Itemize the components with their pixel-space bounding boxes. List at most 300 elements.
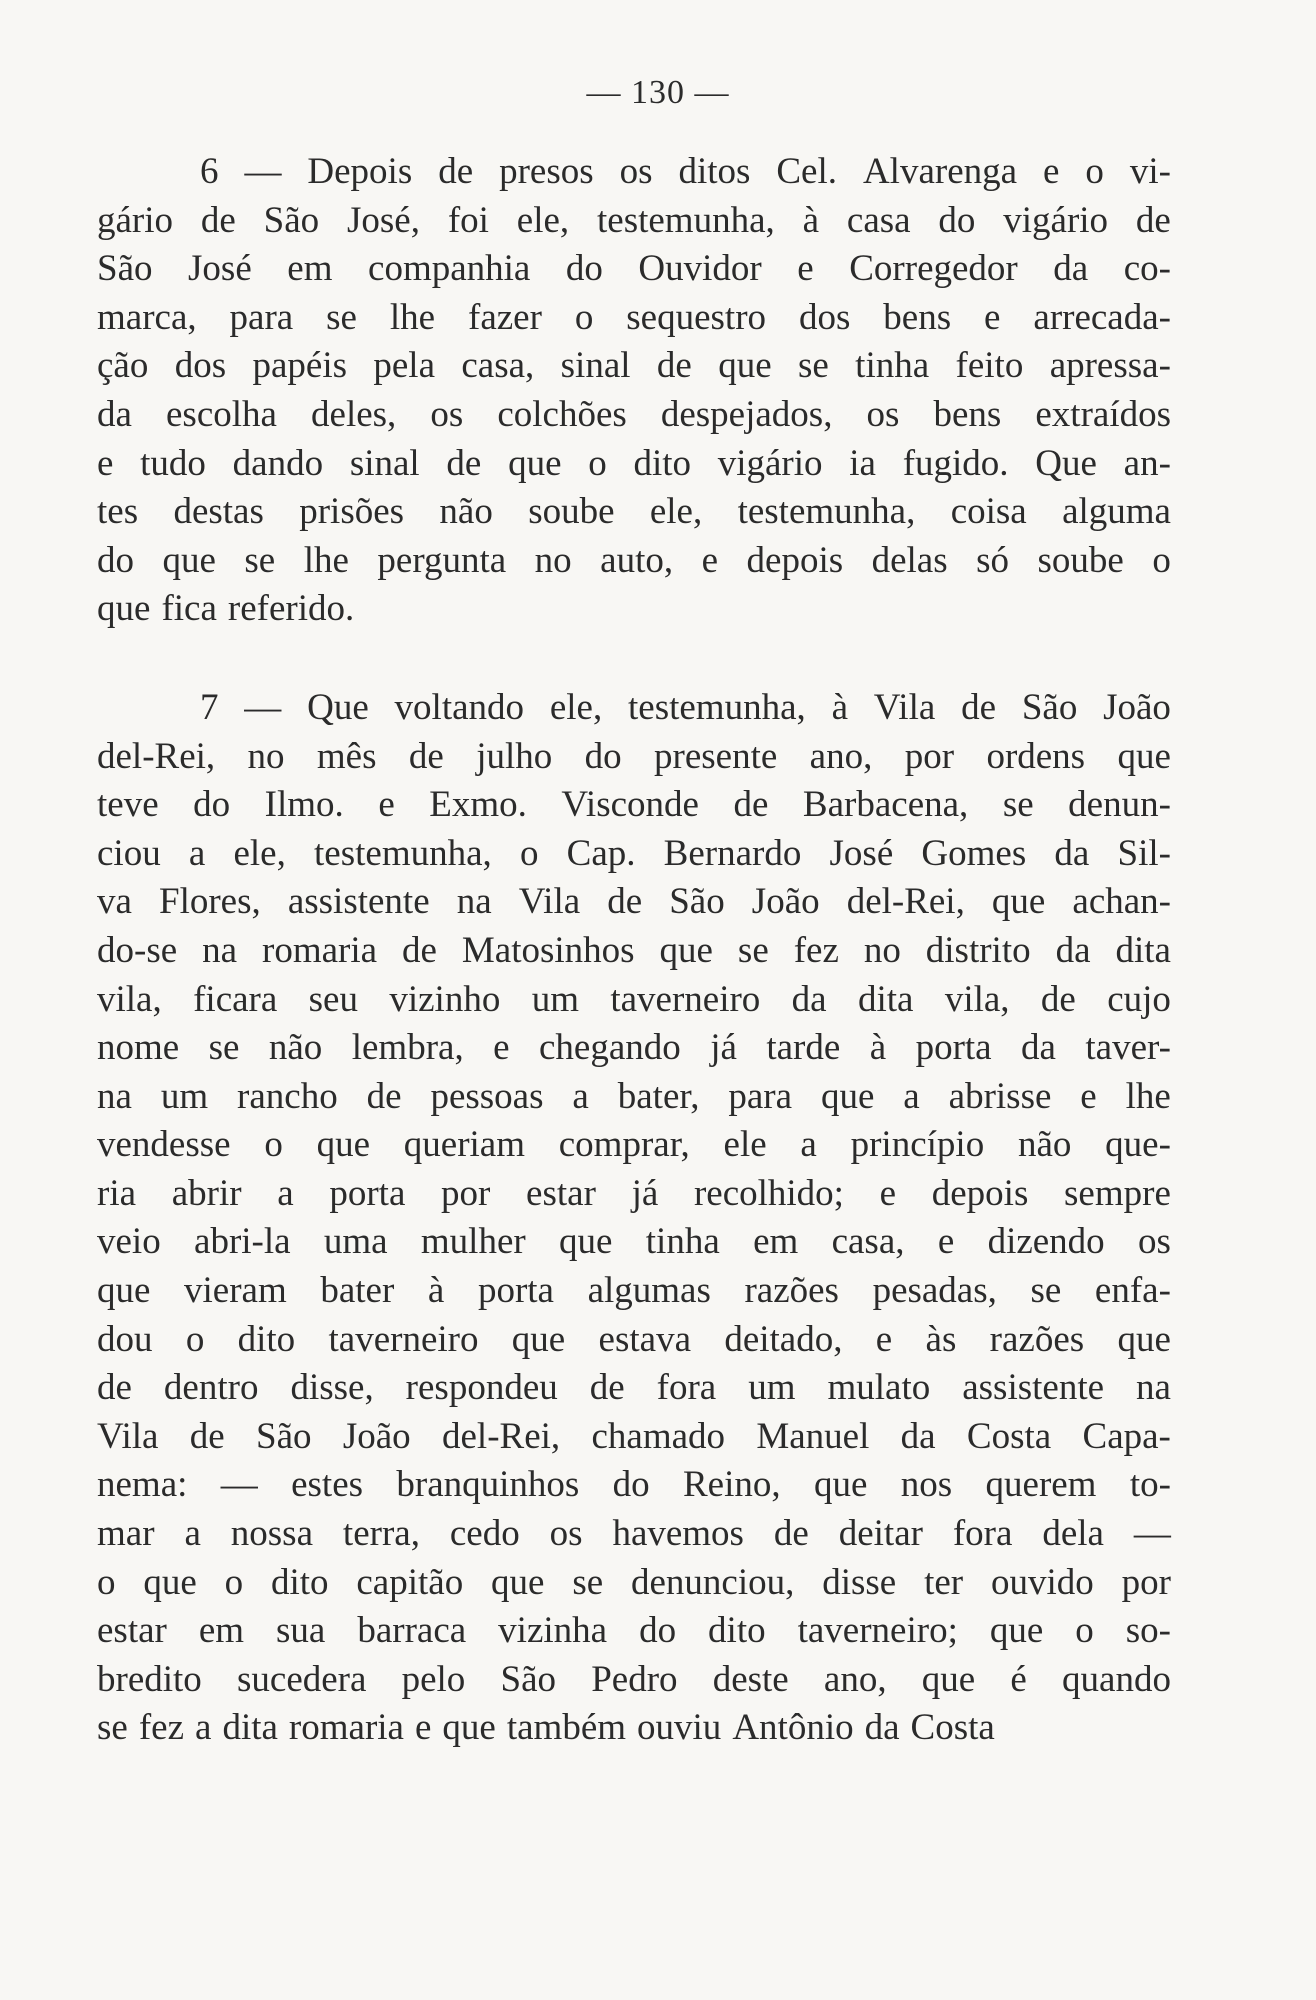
word: de [607,881,643,923]
word: sinal [560,345,631,387]
word: que [991,881,1046,923]
word: enfa- [1094,1270,1171,1312]
word: os [430,393,464,435]
word: o [224,1561,244,1603]
text-line [97,1461,1171,1510]
word: casa, [461,345,535,387]
word: os [1138,1221,1171,1263]
word: princípio [850,1124,985,1166]
word: São [669,881,725,923]
text-line [97,684,1171,733]
word: nome [97,1027,180,1069]
word: estar [526,1172,596,1214]
word: porta [915,1027,992,1069]
text-line [97,1267,1171,1316]
word: lembra, [351,1027,464,1069]
word: Vila [97,1415,159,1457]
word: havemos [612,1513,744,1555]
word: na [1136,1367,1171,1409]
word: romaria [262,929,378,971]
word: ano, [809,735,873,777]
word: — [244,686,282,728]
word: casa, [831,1221,905,1263]
word: ção [97,345,149,387]
word: da [97,393,132,435]
text-line [97,1364,1171,1413]
text-line [97,1704,1171,1753]
word: que [97,588,151,630]
word: às [925,1318,957,1360]
word: João [751,881,820,923]
word: dita [1115,929,1171,971]
word: do [584,735,622,777]
word: Depois [307,151,413,192]
word: um [748,1367,796,1409]
word: arrecada- [1033,296,1171,338]
word: 6 [200,151,219,192]
word: o [1152,539,1171,581]
word: ano, [823,1658,887,1700]
word: prisões [299,491,405,533]
word: colchões [497,393,627,435]
word: que [659,929,713,971]
word: fugido. [902,442,1009,484]
word: abrisse [948,1075,1052,1117]
word: destas [173,491,264,533]
word: ia [849,442,876,484]
word: o [574,296,594,338]
word: por [904,735,955,777]
word: denunciou, [631,1561,795,1603]
word: to- [1129,1464,1171,1506]
word: tinha [855,345,930,387]
word: despejados, [660,393,833,435]
word: denun- [1068,784,1171,826]
word: que [813,1464,868,1506]
word: uma [323,1221,388,1263]
word: à [869,1027,887,1069]
word: vizinha [498,1610,608,1652]
word: não [1017,1124,1072,1166]
word: por [441,1172,491,1214]
word: de [773,1513,809,1555]
word: nos [900,1464,953,1506]
word: dito [633,442,692,484]
word: sequestro [626,296,767,338]
word: lhe [389,296,436,338]
word: porta [477,1270,554,1312]
word: em [753,1221,799,1263]
word: Alvarenga [862,151,1018,192]
word: auto, [600,539,674,581]
word: se [326,296,357,338]
word: voltando [394,686,525,728]
word: do [639,1610,677,1652]
word: Vila [873,686,936,728]
word: que- [1105,1124,1171,1166]
word: foi [447,199,489,241]
word: taver- [1085,1027,1171,1069]
word: disse, [290,1367,374,1409]
text-line [97,830,1171,879]
word: um [160,1075,209,1117]
word: teve [97,784,159,826]
word: a [277,1172,294,1214]
word: bens [883,296,952,338]
word: so- [1125,1610,1171,1652]
text-line [97,781,1171,830]
word: também [506,1707,627,1749]
word: deles, [311,393,397,435]
text-line [97,585,1171,634]
word: que [508,442,562,484]
word: São [1021,686,1078,728]
word: do [938,199,976,241]
word: bater, [617,1075,700,1117]
word: abri-la [194,1221,291,1263]
text-line [97,1073,1171,1122]
word: veio [97,1221,161,1263]
word: seu [308,978,358,1020]
paragraph-7 [97,684,1171,1753]
word: e [797,248,814,290]
word: dizendo [987,1221,1105,1263]
word: disse [822,1561,897,1603]
word: mês [316,735,377,777]
word: assistente [962,1367,1105,1409]
word: em [287,248,333,290]
page-number: — 130 — [586,74,730,111]
word: vila, [944,978,1010,1020]
text-line [97,1559,1171,1608]
word: que [989,1610,1044,1652]
word: fora [656,1367,717,1409]
word: pergunta [377,539,507,581]
text-line [97,1170,1171,1219]
word: querem [985,1464,1097,1506]
word: que [559,1221,613,1263]
word: vigário [717,442,823,484]
word: presente [654,735,778,777]
word: estava [598,1318,691,1360]
word: testemunha, [628,686,806,728]
word: ouvido [990,1561,1094,1603]
word: de [656,345,692,387]
word: chamado [591,1415,726,1457]
word: ouviu [637,1707,722,1749]
word: romaria [288,1707,404,1749]
word: lhe [1125,1075,1171,1117]
word: da [1053,248,1089,290]
word: nema: [97,1464,188,1506]
word: va [97,881,132,923]
text-line [97,1024,1171,1073]
word: dito [708,1610,766,1652]
word: a [195,1707,212,1749]
word: de [1135,199,1171,241]
word: casa [846,199,911,241]
word: testemunha, [314,832,492,874]
word: razões [744,1270,839,1312]
word: que [820,1075,875,1117]
word: dos [174,345,227,387]
word: ria [97,1172,137,1214]
word: de [402,929,437,971]
word: os [619,151,653,192]
word: chegando [539,1027,681,1069]
word: se [208,1027,240,1069]
word: da [1054,832,1090,874]
word: João [1103,686,1171,728]
word: o [185,1318,205,1360]
word: se [572,1561,604,1603]
word: São [500,1658,556,1700]
word: gário [97,199,174,241]
word: e [875,1318,893,1360]
word: ficara [193,978,278,1020]
word: e [937,1221,955,1263]
word: não [268,1027,323,1069]
word: os [866,393,900,435]
word: de [438,151,474,192]
text-line [97,537,1171,586]
text-line [97,1218,1171,1267]
word: vieram [184,1270,287,1312]
word: que [491,1561,545,1603]
text-line [97,342,1171,391]
word: Costa [966,1415,1052,1457]
word: dita [857,978,914,1020]
word: taverneiro; [797,1610,958,1652]
word: Ouvidor [638,248,762,290]
body-text [97,148,1171,1753]
text-line [97,1607,1171,1656]
word: Pedro [591,1658,678,1700]
word: presos [499,151,594,192]
word: ele [723,1124,767,1166]
text-line [97,976,1171,1025]
word: dito [270,1561,329,1603]
word: feito [955,345,1024,387]
word: se [797,345,829,387]
word: no [534,539,572,581]
word: José [829,832,894,874]
word: dando [232,442,324,484]
word: ter [924,1561,964,1603]
word: apressa- [1049,345,1171,387]
text-line [97,245,1171,294]
text-line [97,927,1171,976]
word: se [244,539,276,581]
word: o [97,1561,116,1603]
word: Que [1035,442,1097,484]
paragraph-gap [97,634,1171,684]
word: pessoas [430,1075,544,1117]
word: — [1133,1513,1171,1555]
text-line [97,1656,1171,1705]
word: mulato [827,1367,931,1409]
word: recolhido; [693,1172,844,1214]
word: papéis [252,345,348,387]
word: branquinhos [396,1464,580,1506]
word: Cel. [776,151,837,192]
word: quando [1062,1658,1171,1700]
word: e [701,539,719,581]
word: testemunha, [597,199,775,241]
word: bredito [97,1658,202,1700]
word: del-Rei, [442,1415,561,1457]
word: que [511,1318,566,1360]
word: deitar [838,1513,923,1555]
word: Antônio [732,1707,854,1749]
word: se [1002,784,1034,826]
word: terra, [342,1513,420,1555]
word: que [921,1658,976,1700]
word: tudo [140,442,206,484]
text-line [97,1121,1171,1170]
word: do [565,248,603,290]
word: pesadas, [872,1270,997,1312]
word: vi- [1129,151,1171,192]
word: abrir [171,1172,242,1214]
word: tinha [645,1221,720,1263]
word: dela [1042,1513,1104,1555]
text-line [97,733,1171,782]
word: que [97,1270,151,1312]
word: queriam [403,1124,525,1166]
word: Costa [910,1707,995,1749]
word: já [710,1027,737,1069]
word: o [1085,151,1104,192]
word: do [193,784,231,826]
word: de [1040,978,1076,1020]
word: julho [476,735,553,777]
text-line [97,488,1171,537]
word: Ilmo. [264,784,344,826]
word: Matosinhos [461,929,635,971]
text-line [97,197,1171,246]
word: tes [97,491,139,533]
word: algumas [587,1270,711,1312]
word: a [800,1124,817,1166]
word: o [1075,1610,1094,1652]
word: e [984,296,1001,338]
word: 7 [200,686,219,728]
word: sinal [349,442,420,484]
word: comprar, [558,1124,690,1166]
word: distrito [925,929,1031,971]
text-line [97,1510,1171,1559]
word: à [427,1270,445,1312]
word: capitão [356,1561,464,1603]
word: an- [1123,442,1171,484]
word: deste [712,1658,789,1700]
word: pelo [401,1658,466,1700]
word: depois [931,1172,1029,1214]
text-line [97,878,1171,927]
word: pela [373,345,435,387]
word: de [589,1367,625,1409]
word: já [631,1172,659,1214]
word: para [229,296,294,338]
word: Bernardo [663,832,802,874]
word: de [446,442,482,484]
word: extraídos [1035,393,1171,435]
word: que [143,1561,197,1603]
text-line [97,148,1171,197]
word: sua [276,1610,326,1652]
word: e [879,1172,897,1214]
word: Visconde [561,784,699,826]
word: na [97,1075,132,1117]
word: e [493,1027,510,1069]
word: a [184,1513,201,1555]
word: lhe [303,539,349,581]
word: bater [320,1270,395,1312]
word: Sil- [1117,832,1171,874]
word: dos [798,296,851,338]
word: de [366,1075,402,1117]
word: Gomes [921,832,1027,874]
word: o [519,832,539,874]
word: estar [97,1610,167,1652]
word: Exmo. [429,784,527,826]
word: Reino, [683,1464,781,1506]
word: assistente [287,881,430,923]
word: Que [307,686,369,728]
word: de [961,686,997,728]
word: ele, [649,491,703,533]
word: da [900,1415,936,1457]
word: dou [97,1318,153,1360]
word: alguma [1062,491,1171,533]
text-line [97,440,1171,489]
word: Vila [518,881,581,923]
text-line [97,294,1171,343]
word: em [198,1610,245,1652]
word: fez [138,1707,184,1749]
word: Manuel [756,1415,870,1457]
word: companhia [368,248,531,290]
word: — [244,151,282,192]
word: taverneiro [328,1318,479,1360]
word: José, [347,199,420,241]
word: a [188,832,206,874]
word: a [903,1075,920,1117]
word: para [728,1075,793,1117]
word: do-se [97,929,178,971]
word: rancho [237,1075,338,1117]
word: depois [746,539,844,581]
word: da [1055,929,1091,971]
word: um [531,978,579,1020]
word: de [97,1367,132,1409]
word: soube [528,491,615,533]
word: fora [952,1513,1013,1555]
word: no [863,929,901,971]
word: Flores, [159,881,261,923]
word: que [1117,735,1171,777]
word: da [864,1707,900,1749]
word: co- [1123,248,1171,290]
word: o [588,442,607,484]
word: São [263,199,320,241]
word: ele, [516,199,570,241]
word: vendesse [97,1124,231,1166]
word: vigário [1003,199,1109,241]
word: deitado, [724,1318,843,1360]
word: taverneiro [610,978,761,1020]
